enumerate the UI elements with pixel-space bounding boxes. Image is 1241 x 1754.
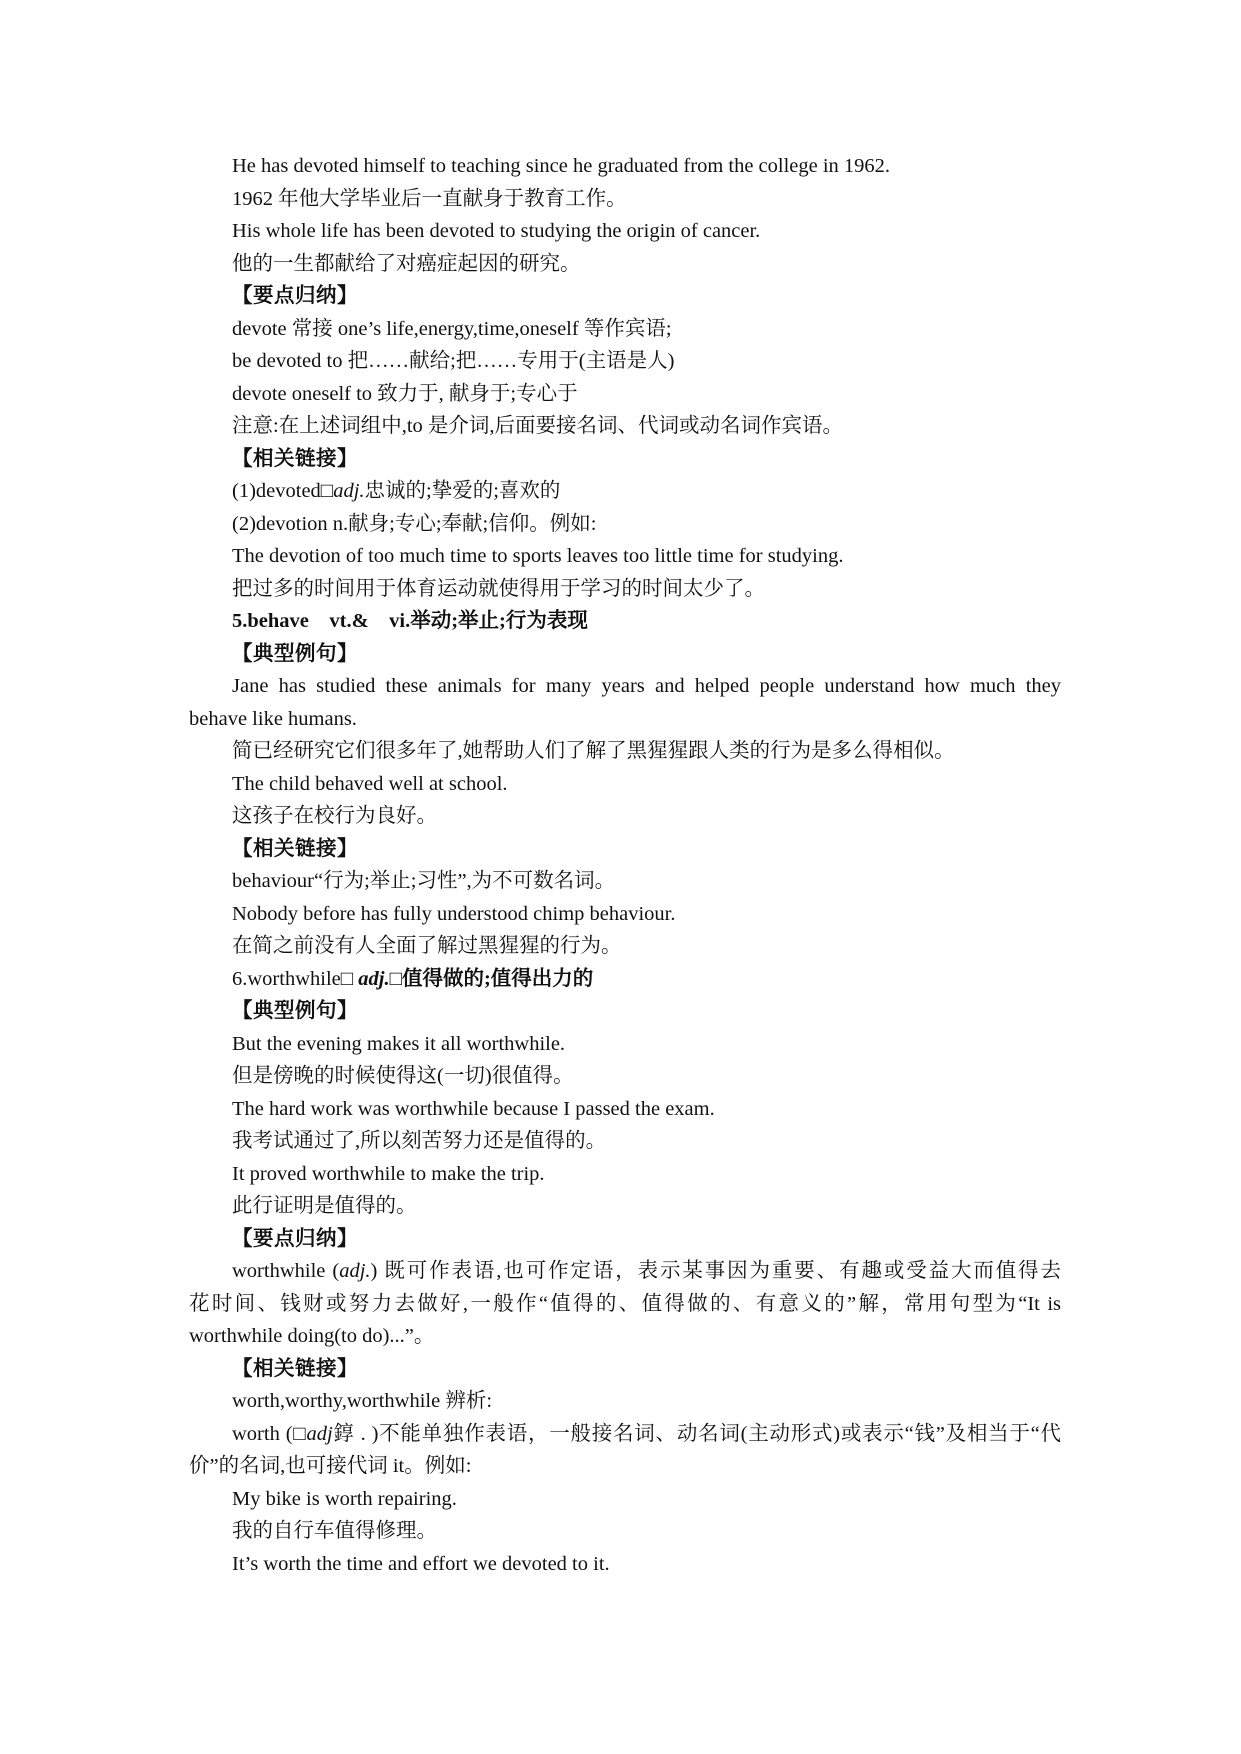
example-sentence-en: He has devoted himself to teaching since he graduated from the college in 1962. (232, 155, 891, 177)
note-paragraph-line: worthwhile doing(to do)...”。 (189, 1325, 435, 1347)
missing-glyph: □ (389, 967, 402, 990)
example-sentence-en: His whole life has been devoted to studying the origin of cancer. (232, 220, 761, 242)
example-sentence-en: The devotion of too much time to sports leaves too little time for studying. (232, 545, 844, 567)
note-text: ) 既可作表语,也可作定语，表示某事因为重要、有趣或受益大而值得去 (370, 1260, 1062, 1282)
section-heading-examples: 【典型例句】 (232, 1000, 358, 1022)
note-paragraph-line (189, 1418, 1061, 1451)
definition: 值得做的;值得出力的 (401, 967, 594, 990)
example-sentence-en: But the evening makes it all worthwhile. (232, 1032, 566, 1055)
term: (1)devoted (232, 480, 321, 502)
example-sentence-zh: 我的自行车值得修理。 (232, 1520, 437, 1542)
note-line: devote oneself to 致力于, 献身于;专心于 (232, 382, 578, 405)
note-line: 注意:在上述词组中,to 是介词,后面要接名词、代词或动名词作宾语。 (232, 415, 844, 437)
part-of-speech: adj. (333, 480, 365, 502)
note-line (189, 475, 1061, 508)
example-sentence-en: Nobody before has fully understood chimp behaviour. (232, 902, 676, 925)
note-paragraph-line (189, 1255, 1061, 1288)
note-line: behaviour“行为;举止;习性”,为不可数名词。 (232, 870, 616, 892)
term: worth ( (232, 1422, 293, 1445)
example-sentence-en: The child behaved well at school. (232, 772, 508, 795)
note-paragraph-line: 价”的名词,也可接代词 it。例如: (189, 1455, 472, 1477)
example-sentence-en: The hard work was worthwhile because I passed the exam. (232, 1097, 715, 1120)
note-text: 錞 . )不能单独作表语，一般接名词、动名词(主动形式)或表示“钱”及相当于“代 (332, 1422, 1061, 1445)
example-sentence-en: My bike is worth repairing. (232, 1487, 457, 1510)
document-page (189, 150, 1061, 1580)
entry-heading-behave: 5.behave vt.& vi.举动;举止;行为表现 (232, 610, 588, 632)
note-paragraph-line: 花时间、钱财或努力去做好,一般作“值得的、值得做的、有意义的”解，常用句型为“It is (189, 1292, 1061, 1315)
section-heading-key-points: 【要点归纳】 (232, 1227, 358, 1250)
term: worthwhile ( (232, 1260, 340, 1282)
note-line: devote 常接 one’s life,energy,time,oneself 等作宾语; (232, 317, 672, 340)
section-heading-key-points: 【要点归纳】 (232, 285, 358, 307)
section-heading-examples: 【典型例句】 (232, 642, 358, 665)
example-sentence-en-continued: behave like humans. (189, 707, 357, 730)
example-sentence-zh: 简已经研究它们很多年了,她帮助人们了解了黑猩猩跟人类的行为是多么得相似。 (232, 740, 955, 762)
entry-heading-worthwhile (189, 963, 1061, 996)
term: 6.worthwhile (232, 967, 341, 990)
example-sentence-en: Jane has studied these animals for many years and helped people understand how much they (232, 675, 1061, 697)
example-sentence-zh: 在简之前没有人全面了解过黑猩猩的行为。 (232, 935, 622, 957)
note-line: worth,worthy,worthwhile 辨析: (232, 1390, 493, 1412)
definition: 忠诚的;挚爱的;喜欢的 (364, 480, 561, 502)
note-line: (2)devotion n.献身;专心;奉献;信仰。例如: (232, 512, 597, 535)
part-of-speech: adj. (339, 1260, 371, 1282)
section-heading-related-links: 【相关链接】 (232, 447, 358, 470)
note-line: be devoted to 把……献给;把……专用于(主语是人) (232, 350, 675, 372)
example-sentence-zh: 这孩子在校行为良好。 (232, 805, 437, 827)
missing-glyph: □ (292, 1422, 307, 1445)
part-of-speech: adj (306, 1422, 333, 1445)
section-heading-related-links: 【相关链接】 (232, 1357, 358, 1380)
section-heading-related-links: 【相关链接】 (232, 837, 358, 860)
example-sentence-zh: 此行证明是值得的。 (232, 1195, 417, 1217)
example-sentence-zh: 我考试通过了,所以刻苦努力还是值得的。 (232, 1130, 607, 1152)
example-sentence-zh: 他的一生都献给了对癌症起因的研究。 (232, 252, 581, 275)
missing-glyph: □ (340, 967, 359, 990)
example-sentence-zh: 1962 年他大学毕业后一直献身于教育工作。 (232, 187, 627, 210)
missing-glyph: □ (320, 480, 334, 502)
part-of-speech: adj. (358, 967, 390, 990)
example-sentence-zh: 但是傍晚的时候使得这(一切)很值得。 (232, 1065, 574, 1087)
example-sentence-zh: 把过多的时间用于体育运动就使得用于学习的时间太少了。 (232, 577, 765, 600)
example-sentence-en: It proved worthwhile to make the trip. (232, 1162, 545, 1185)
example-sentence-en: It’s worth the time and effort we devoted to it. (232, 1552, 610, 1575)
